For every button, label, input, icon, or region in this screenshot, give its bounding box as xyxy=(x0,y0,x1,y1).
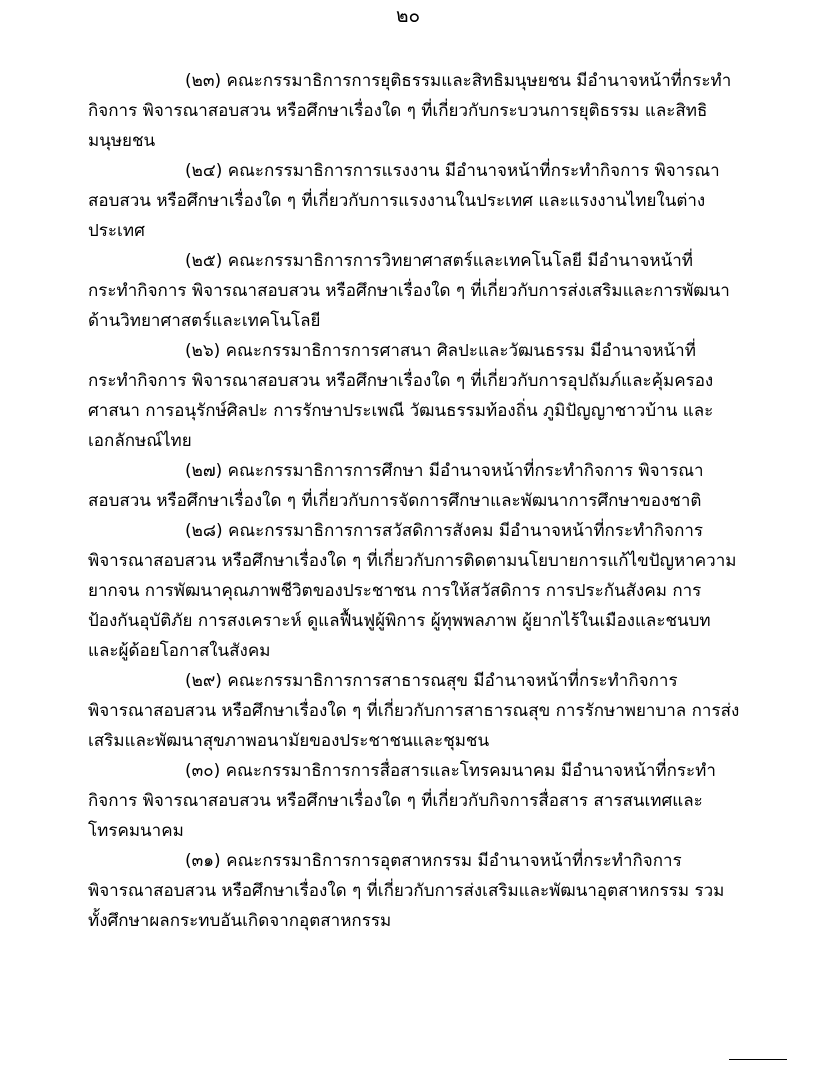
clause-number: (๒๔) xyxy=(185,161,223,181)
clause-text: คณะกรรมาธิการการสื่อสารและโทรคมนาคม มีอำนาจหน้าที่กระทำกิจการ พิจารณาสอบสวน หรือศึกษาเรื่องใด ๆ ที่เกี่ยวกับกิจการสื่อสาร สารสนเทศและโทรคมนาคม xyxy=(88,761,716,841)
clause-text: คณะกรรมาธิการการศาสนา ศิลปะและวัฒนธรรม มีอำนาจหน้าที่กระทำกิจการ พิจารณาสอบสวน หรือศึกษาเรื่องใด ๆ ที่เกี่ยวกับการอุปถัมภ์และคุ้มครองศาสนา การอนุรักษ์ศิลปะ การรักษาประเพณี วัฒนธรรมท้องถิ่น ภูมิปัญญาชาวบ้าน และเอกลักษณ์ไทย xyxy=(88,341,714,451)
clause-text: คณะกรรมาธิการการศึกษา มีอำนาจหน้าที่กระทำกิจการ พิจารณาสอบสวน หรือศึกษาเรื่องใด ๆ ที่เกี่ยวกับการจัดการศึกษาและพัฒนาการศึกษาของชาติ xyxy=(88,461,704,511)
clause-31 xyxy=(88,846,740,936)
clause-29 xyxy=(88,666,740,756)
clause-number: (๒๖) xyxy=(185,341,221,361)
clause-24 xyxy=(88,156,740,246)
clause-text: คณะกรรมาธิการการสวัสดิการสังคม มีอำนาจหน้าที่กระทำกิจการ พิจารณาสอบสวน หรือศึกษาเรื่องใด ๆ ที่เกี่ยวกับการติดตามนโยบายการแก้ไขปัญหาความยากจน การพัฒนาคุณภาพชีวิตของประชาชน การให้สวัสดิการ การประกันสังคม การป้องกันอุบัติภัย การสงเคราะห์ ดูแลฟื้นฟูผู้พิการ ผู้ทุพพลภาพ ผู้ยากไร้ในเมืองและชนบท และผู้ด้อยโอกาสในสังคม xyxy=(88,521,737,661)
page-number: ๒๐ xyxy=(395,5,421,27)
clause-text: คณะกรรมาธิการการอุตสาหกรรม มีอำนาจหน้าที่กระทำกิจการ พิจารณาสอบสวน หรือศึกษาเรื่องใด ๆ ที่เกี่ยวกับการส่งเสริมและพัฒนาอุตสาหกรรม รวมทั้งศึกษาผลกระทบอันเกิดจากอุตสาหกรรม xyxy=(88,851,725,931)
clause-28 xyxy=(88,516,740,666)
clause-26 xyxy=(88,336,740,456)
clause-number: (๒๗) xyxy=(185,461,223,481)
clause-text: คณะกรรมาธิการการสาธารณสุข มีอำนาจหน้าที่กระทำกิจการ พิจารณาสอบสวน หรือศึกษาเรื่องใด ๆ ที่เกี่ยวกับการสาธารณสุข การรักษาพยาบาล การส่งเสริมและพัฒนาสุขภาพอนามัยของประชาชนและชุมชน xyxy=(88,671,740,751)
clause-number: (๒๘) xyxy=(185,521,223,541)
clause-text: คณะกรรมาธิการการยุติธรรมและสิทธิมนุษยชน มีอำนาจหน้าที่กระทำกิจการ พิจารณาสอบสวน หรือศึกษาเรื่องใด ๆ ที่เกี่ยวกับกระบวนการยุติธรรม และสิทธิมนุษยชน xyxy=(88,71,732,151)
clause-number: (๓๐) xyxy=(185,761,221,781)
clause-number: (๒๕) xyxy=(185,251,223,271)
document-body xyxy=(88,66,740,936)
clause-27 xyxy=(88,456,740,516)
clause-number: (๓๑) xyxy=(185,851,221,871)
clause-text: คณะกรรมาธิการการวิทยาศาสตร์และเทคโนโลยี มีอำนาจหน้าที่กระทำกิจการ พิจารณาสอบสวน หรือศึกษาเรื่องใด ๆ ที่เกี่ยวกับการส่งเสริมและการพัฒนาด้านวิทยาศาสตร์และเทคโนโลยี xyxy=(88,251,730,331)
clause-number: (๒๙) xyxy=(185,671,222,691)
clause-number: (๒๓) xyxy=(185,71,222,91)
footer-rule xyxy=(729,1059,787,1060)
clause-23 xyxy=(88,66,740,156)
clause-30 xyxy=(88,756,740,846)
clause-25 xyxy=(88,246,740,336)
clause-text: คณะกรรมาธิการการแรงงาน มีอำนาจหน้าที่กระทำกิจการ พิจารณาสอบสวน หรือศึกษาเรื่องใด ๆ ที่เกี่ยวกับการแรงงานในประเทศ และแรงงานไทยในต่างประเทศ xyxy=(88,161,720,241)
